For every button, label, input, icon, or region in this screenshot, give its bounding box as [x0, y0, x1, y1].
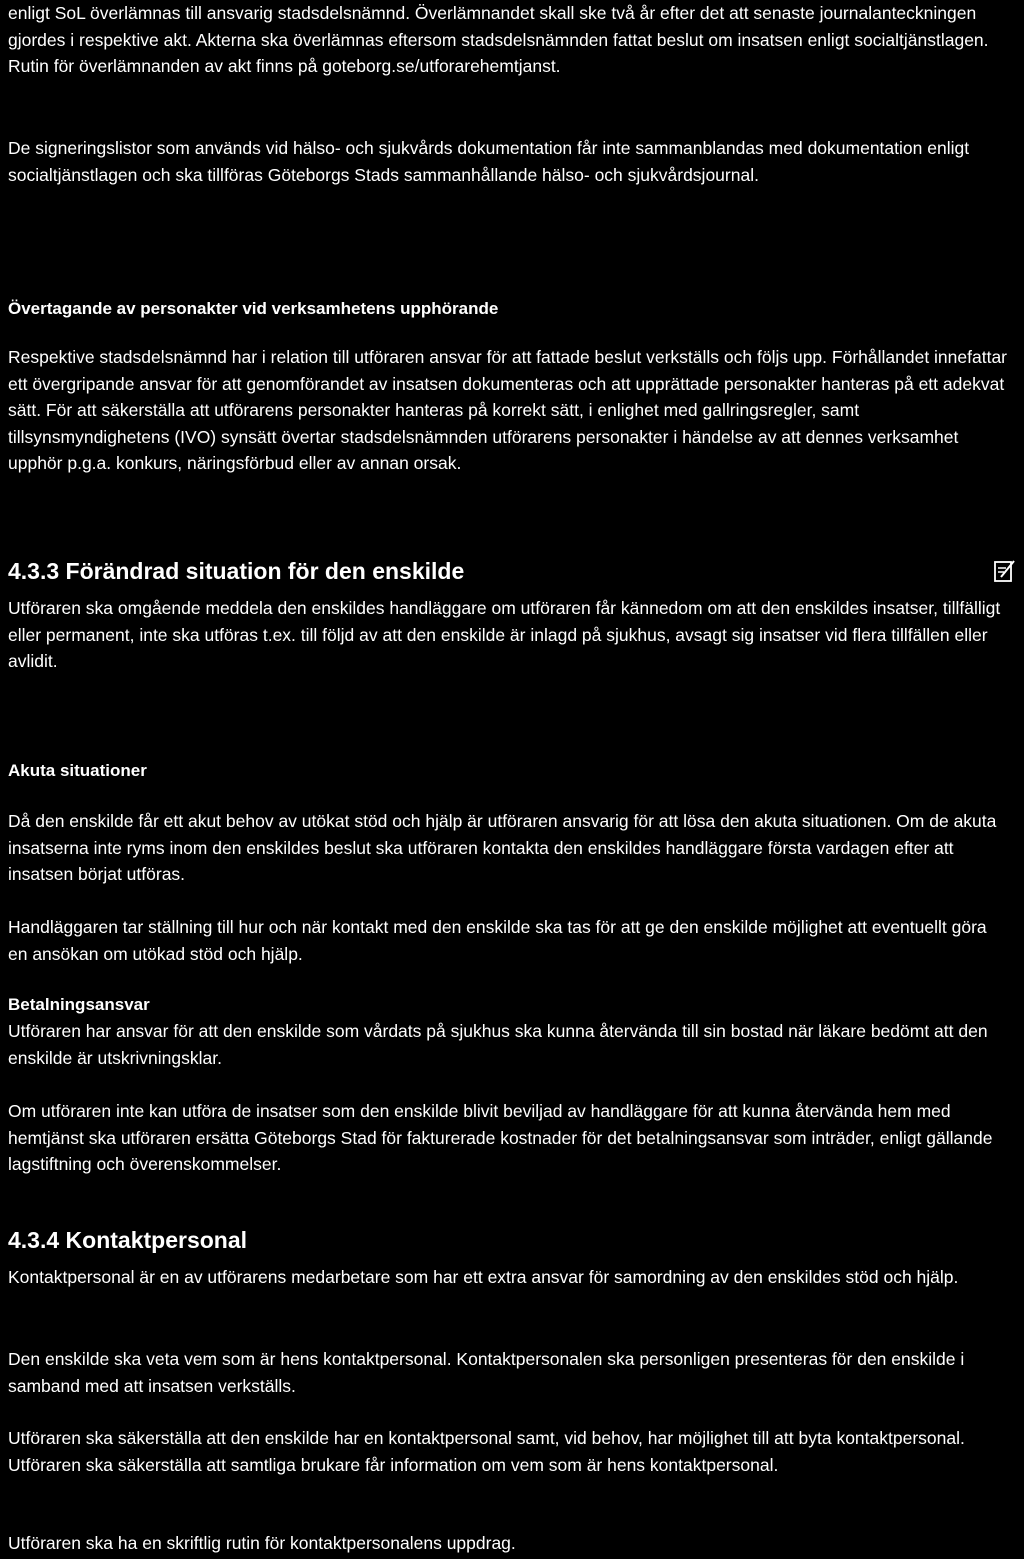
paragraph-stadsdelsnamnd-ansvar: Respektive stadsdelsnämnd har i relation till utföraren ansvar för att fattade beslut verkställs och följs upp. Förhållandet innefattar ett övergripande ansvar för att genomförandet av insatsen dokumenteras och att upprättade personakter hanteras på ett adekvat sätt. För att säkerställa att utförarens personakter hanteras på korrekt sätt, i enlighet med gallringsregler, samt tillsynsmyndighetens (IVO) synsätt övertar stadsdelsnämnden utförarens personakter i händelse av att dennes verksamhet upphör p.g.a. konkurs, näringsförbud eller av annan orsak. [8, 347, 1008, 473]
heading-betalningsansvar: Betalningsansvar [8, 995, 150, 1014]
paragraph-sjukhus-atervanda: Utföraren har ansvar för att den enskilde som vårdats på sjukhus ska kunna återvända till sin bostad när läkare bedömt att den enskilde är utskrivningsklar. [8, 1021, 988, 1068]
edit-note-icon [992, 558, 1016, 584]
heading-section-4-3-4: 4.3.4 Kontaktpersonal [8, 1227, 248, 1253]
heading-overtagande: Övertagande av personakter vid verksamhetens upphörande [8, 299, 499, 318]
paragraph-kontaktpersonal-byte: Utföraren ska säkerställa att den enskilde har en kontaktpersonal samt, vid behov, har möjlighet till att byta kontaktpersonal. Utföraren ska säkerställa att samtliga brukare får information om vem som är hens kontaktpersonal. [8, 1428, 965, 1475]
paragraph-forandrad-situation: Utföraren ska omgående meddela den enskildes handläggare om utföraren får kännedom om att den enskildes insatser, tillfälligt eller permanent, inte ska utföras t.ex. till följd av att den enskilde är inlagd på sjukhus, avsagt sig insatser vid flera tillfällen eller avlidit. [8, 598, 1001, 671]
paragraph-akut-behov: Då den enskilde får ett akut behov av utökat stöd och hjälp är utföraren ansvarig för att lösa den akuta situationen. Om de akuta insatserna inte ryms inom den enskildes beslut ska utföraren kontakta den enskildes handläggare första vardagen efter att insatsen börjat utföras. [8, 811, 997, 884]
paragraph-handlaggare-stallning: Handläggaren tar ställning till hur och när kontakt med den enskilde ska tas för att ge den enskilde möjlighet att eventuellt göra en ansökan om utökad stöd och hjälp. [8, 917, 987, 964]
paragraph-kontaktpersonal-definition: Kontaktpersonal är en av utförarens medarbetare som har ett extra ansvar för samordning av den enskildes stöd och hjälp. [8, 1267, 959, 1287]
paragraph-ersatta-kostnader: Om utföraren inte kan utföra de insatser som den enskilde blivit beviljad av handläggare för att kunna återvända hem med hemtjänst ska utföraren ersätta Göteborgs Stad för fakturerade kostnader för det betalningsansvar som inträder, enligt gällande lagstiftning och överenskommelser. [8, 1101, 993, 1174]
paragraph-kontaktpersonal-presentation: Den enskilde ska veta vem som är hens kontaktpersonal. Kontaktpersonalen ska personligen presenteras för den enskilde i samband med att insatsen verkställs. [8, 1349, 965, 1396]
paragraph-signeringslistor: De signeringslistor som används vid hälso- och sjukvårds dokumentation får inte sammanblandas med dokumentation enligt socialtjänstlagen och ska tillföras Göteborgs Stads sammanhållande hälso- och sjukvårdsjournal. [8, 138, 970, 185]
heading-akuta-situationer: Akuta situationer [8, 761, 147, 780]
heading-section-4-3-3 [8, 556, 1008, 586]
paragraph-akt-overlamning: enligt SoL överlämnas till ansvarig stadsdelsnämnd. Överlämnandet skall ske två år efter det att senaste journalanteckningen gjordes i respektive akt. Akterna ska överlämnas eftersom stadsdelsnämnden fattat beslut om insatsen enligt socialtjänstlagen. Rutin för överlämnanden av akt finns på goteborg.se/utforarehemtjanst. [8, 3, 989, 76]
heading-section-4-3-3-text: 4.3.3 Förändrad situation för den enskilde [8, 558, 465, 584]
paragraph-skriftlig-rutin: Utföraren ska ha en skriftlig rutin för kontaktpersonalens uppdrag. [8, 1533, 516, 1553]
